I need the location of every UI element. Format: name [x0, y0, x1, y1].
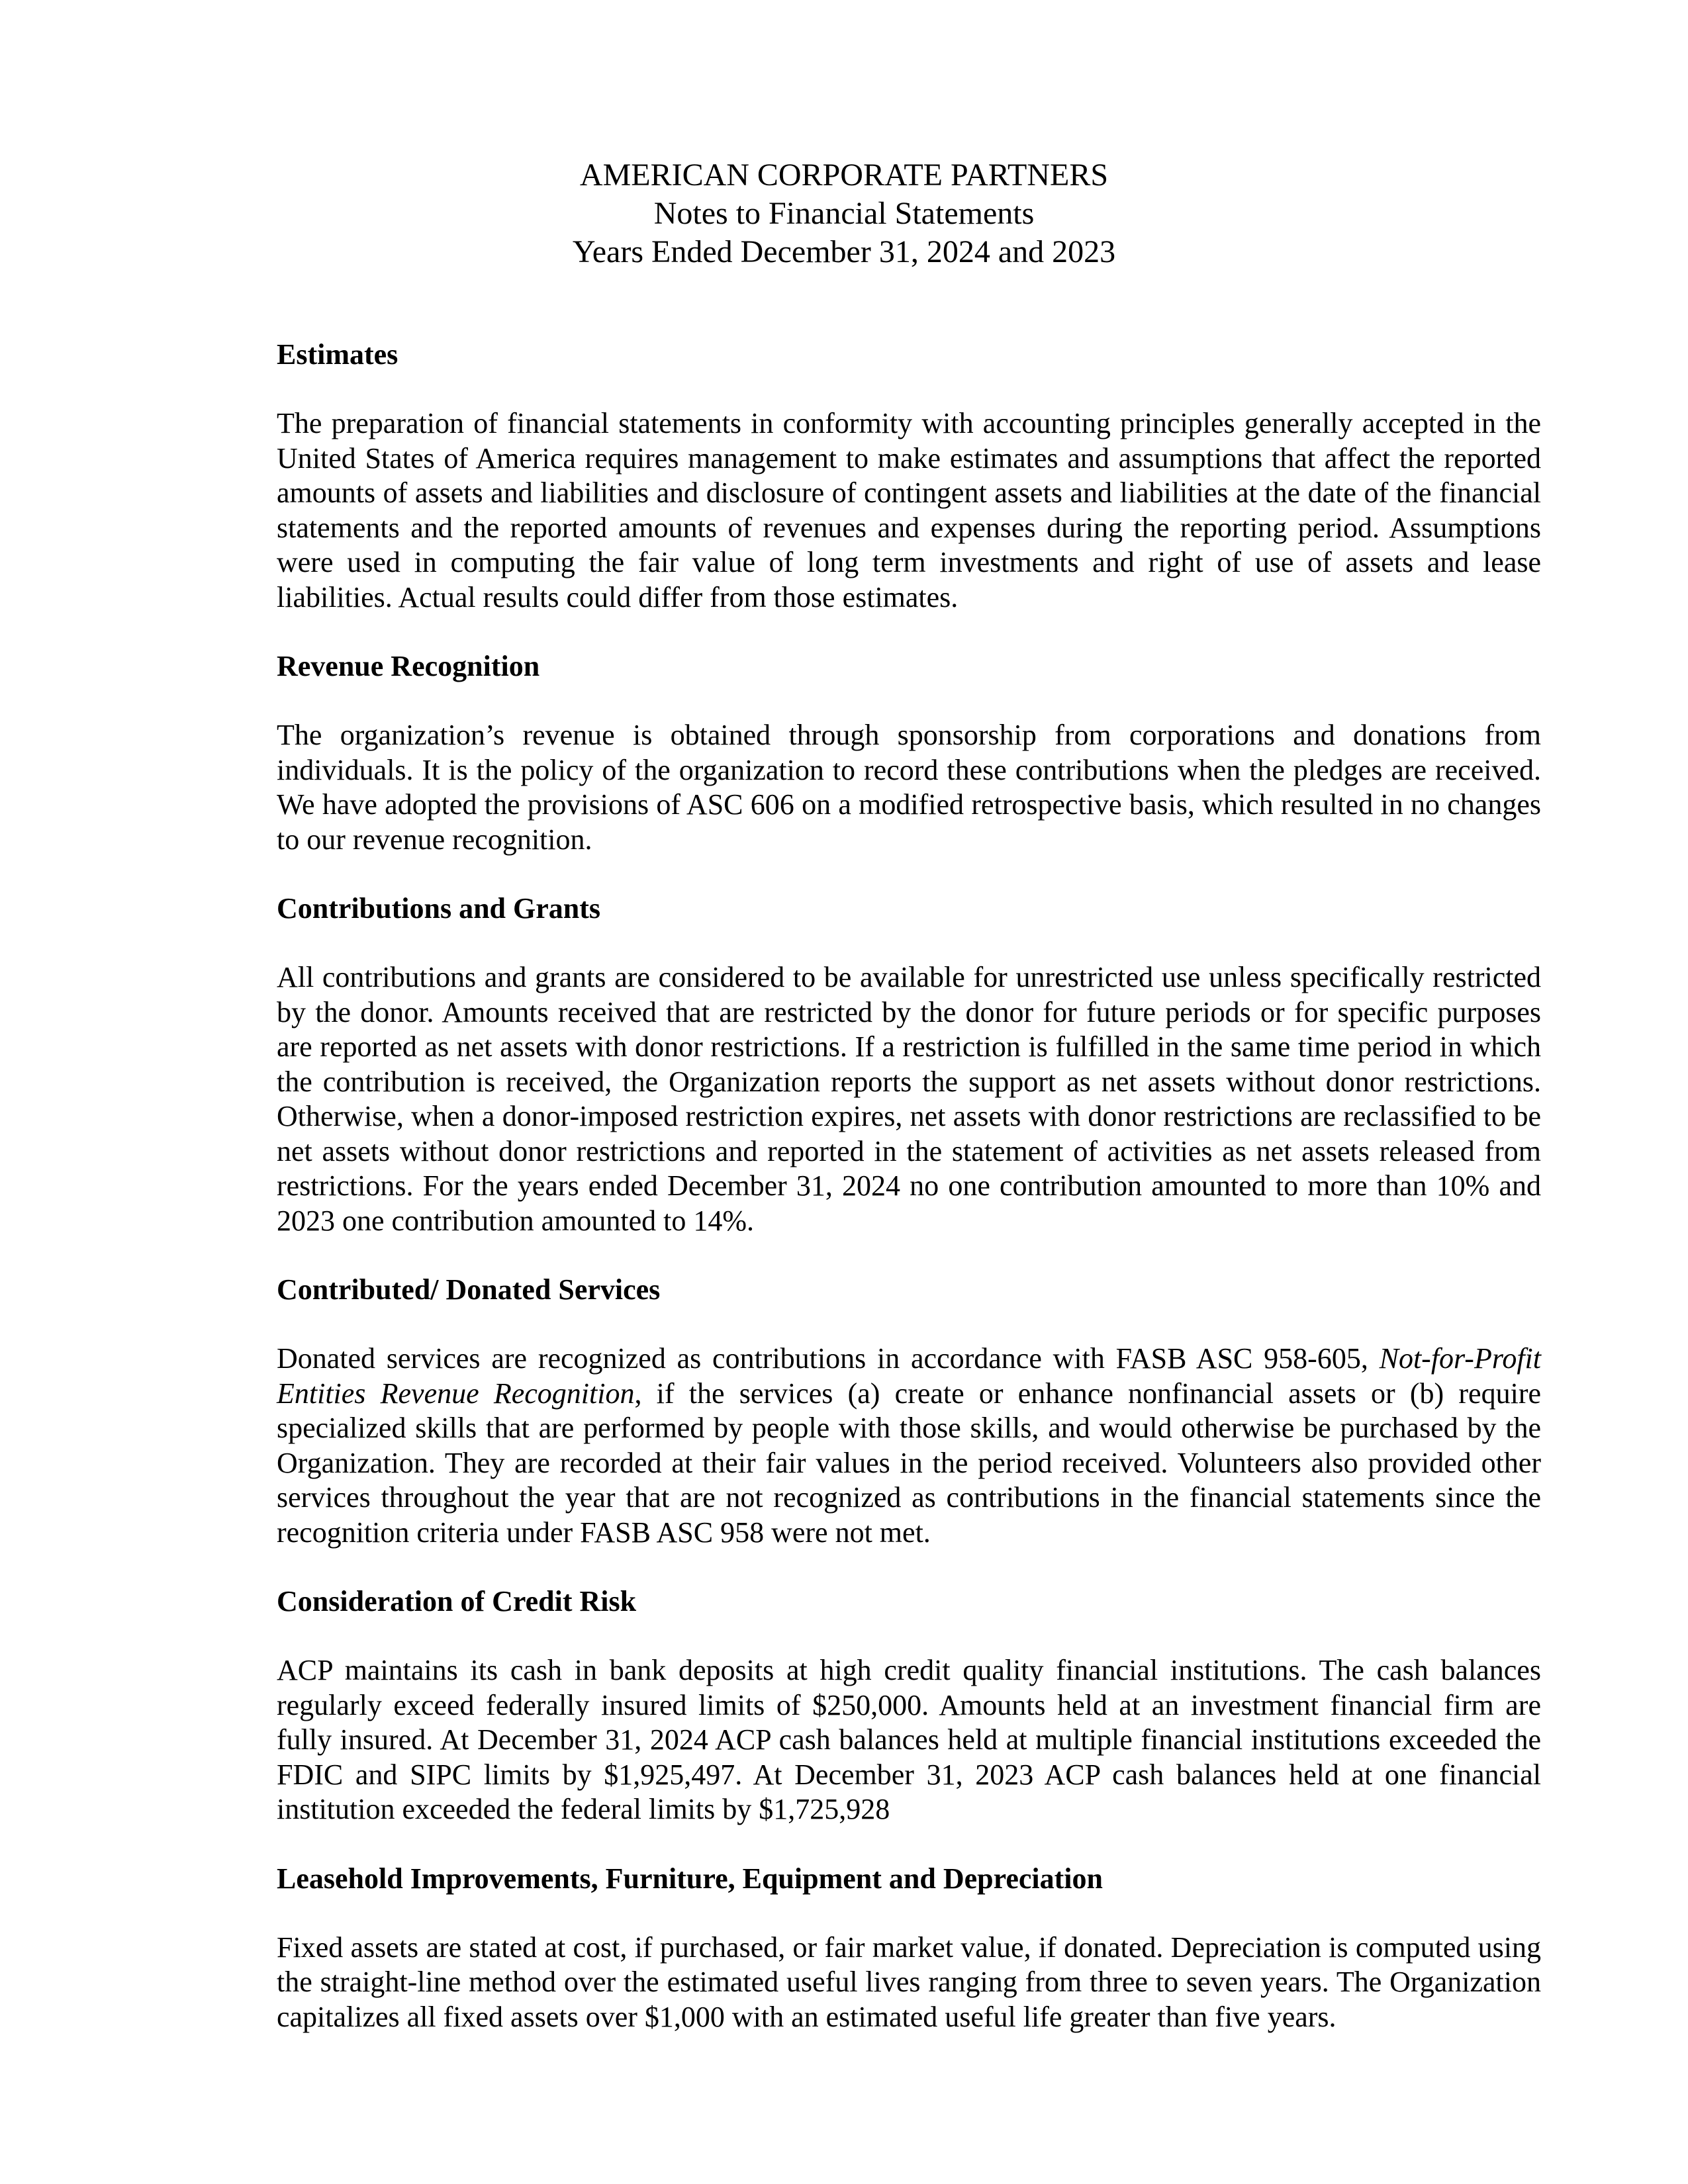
section-title: Leasehold Improvements, Furniture, Equipment and Depreciation [277, 1862, 1103, 1895]
section-body: The organization’s revenue is obtained through sponsorship from corporations and donations from individuals. It is the policy of the organization to record these contributions when the pledges are received. We have adopted the provisions of ASC 606 on a modified retrospective basis, which resulted in no changes to our revenue recognition. [277, 719, 1541, 856]
body-text: Donated services are recognized as contributions in accordance with FASB ASC 958-605, [277, 1342, 1380, 1375]
section-contributions-and-grants [277, 891, 1541, 1238]
reporting-period: Years Ended December 31, 2024 and 2023 [572, 234, 1116, 269]
section-body [277, 1342, 1541, 1550]
section-title: Estimates [277, 338, 399, 371]
section-leasehold-depreciation [277, 1862, 1541, 2035]
standard-title-italic: Not-for-Profit Entities Revenue Recognition [277, 1342, 1541, 1410]
notes-content [277, 338, 1541, 2069]
section-title: Revenue Recognition [277, 650, 540, 682]
body-text: , if the services (a) create or enhance nonfinancial assets or (b) require specialized skills that are performed by people with those skills, and would otherwise be purchased by the Organization. They are recorded at their fair values in the period received. Volunteers also provided other services throughout the year that are not recognized as contributions in the financial statements since the recognition criteria under FASB ASC 958 were not met. [277, 1377, 1541, 1549]
section-title: Consideration of Credit Risk [277, 1585, 637, 1617]
document-title: Notes to Financial Statements [653, 196, 1035, 231]
section-body: Fixed assets are stated at cost, if purchased, or fair market value, if donated. Depreciation is computed using the straight-line method over the estimated useful lives ranging from three to seven years. The Organization capitalizes all fixed assets over $1,000 with an estimated useful life greater than five years. [277, 1931, 1541, 2033]
section-revenue-recognition [277, 649, 1541, 857]
section-title: Contributed/ Donated Services [277, 1273, 661, 1306]
section-credit-risk [277, 1584, 1541, 1827]
section-body: All contributions and grants are considered to be available for unrestricted use unless specifically restricted by the donor. Amounts received that are restricted by the donor for future periods or for specific purposes are reported as net assets with donor restrictions. If a restriction is fulfilled in the same time period in which the contribution is received, the Organization reports the support as net assets without donor restrictions. Otherwise, when a donor-imposed restriction expires, net assets with donor restrictions are reclassified to be net assets without donor restrictions and reported in the statement of activities as net assets released from restrictions. For the years ended December 31, 2024 no one contribution amounted to more than 10% and 2023 one contribution amounted to 14%. [277, 961, 1541, 1237]
document-header [0, 156, 1688, 271]
organization-name: AMERICAN CORPORATE PARTNERS [579, 158, 1109, 193]
section-title: Contributions and Grants [277, 892, 601, 925]
section-body: The preparation of financial statements in conformity with accounting principles generally accepted in the United States of America requires management to make estimates and assumptions that affect the reported amounts of assets and liabilities and disclosure of contingent assets and liabilities at the date of the financial statements and the reported amounts of revenues and expenses during the reporting period. Assumptions were used in computing the fair value of long term investments and right of use of assets and lease liabilities. Actual results could differ from those estimates. [277, 407, 1541, 614]
section-estimates [277, 338, 1541, 615]
section-donated-services [277, 1273, 1541, 1550]
section-body: ACP maintains its cash in bank deposits at high credit quality financial institutions. The cash balances regularly exceed federally insured limits of $250,000. Amounts held at an investment financial firm are fully insured. At December 31, 2024 ACP cash balances held at multiple financial institutions exceeded the FDIC and SIPC limits by $1,925,497. At December 31, 2023 ACP cash balances held at one financial institution exceeded the federal limits by $1,725,928 [277, 1654, 1541, 1825]
